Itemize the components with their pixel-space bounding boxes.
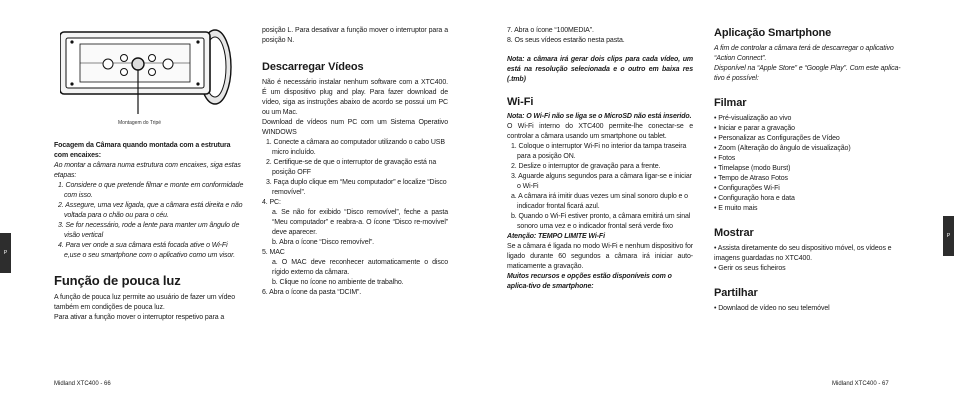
focus-intro: Ao montar a câmara numa estrutura com encaixes, siga estas etapas:: [54, 162, 241, 179]
page-footer-left: Midland XTC400 - 66: [54, 381, 111, 387]
page-footer-right: Midland XTC400 - 67: [832, 381, 889, 387]
column-3: [507, 26, 693, 292]
list-item: • Zoom (Alteração do ângulo de visualização): [714, 145, 851, 152]
wifi-attention-para: Se a câmara é ligada no modo Wi-Fi e nenhum dispositivo for ligado durante 60 segundos a câmara irá iniciar auto-maticamente a gravação.: [507, 243, 693, 270]
focus-step: 1. Considere o que pretende filmar e monte em conformidade com isso.: [58, 182, 244, 199]
side-tab-right: [943, 216, 954, 256]
low-light-para: Para ativar a função mover o interruptor respetivo para a: [54, 314, 225, 321]
low-light-title: Função de pouca luz: [54, 273, 181, 288]
filmar-list: [714, 114, 904, 214]
download-substep: b. Abra o ícone “Disco removível”.: [272, 239, 375, 246]
download-para: Download de vídeos num PC com um Sistema Operativo WINDOWS: [262, 119, 448, 136]
wifi-para: O Wi-Fi interno do XTC400 permite-lhe conectar-se e controlar a câmara usando um smartphone ou tablet.: [507, 123, 693, 140]
download-title: Descarregar Vídeos: [262, 61, 364, 73]
list-item: • Timelapse (modo Burst): [714, 165, 791, 172]
column-2: [262, 26, 448, 298]
download-substep: b. Clique no ícone no ambiente de trabalho.: [272, 279, 404, 286]
wifi-step: b. Quando o Wi-Fi estiver pronto, a câmara emitirá um sinal sonoro uma vez e o indicador frontal será verde fixo: [511, 213, 691, 230]
download-step: 6. Abra o ícone da pasta “DCIM”.: [262, 289, 362, 296]
wifi-step: 3. Aguarde alguns segundos para a câmara ligar-se e iniciar o Wi-Fi: [511, 173, 692, 190]
mostrar-title: Mostrar: [714, 227, 754, 239]
list-item: • E muito mais: [714, 205, 758, 212]
download-substep: a. Se não for exibido “Disco removível”, feche a pasta “Meu computador” e reabra-a. O ícone “Disco re-movível” deve aparecer.: [272, 209, 448, 236]
download-step: 4. PC:: [262, 199, 281, 206]
list-item: • Assista diretamente do seu dispositivo móvel, os vídeos e imagens guardadas no XTC400.: [714, 245, 892, 262]
focus-step: 3. Se for necessário, rode a lente para manter um ângulo de visão vertical: [58, 222, 240, 239]
smartphone-app-para: Disponível na “Apple Store” e “Google Play”. Com este aplica-tivo é possível:: [714, 65, 901, 82]
smartphone-app-title: Aplicação Smartphone: [714, 27, 832, 39]
wifi-step: a. A câmara irá imitir duas vezes um sinal sonoro duplo e o indicador frontal ficará azul.: [511, 193, 688, 210]
download-step: 2. Certifique-se de que o interruptor de gravação está na posição OFF: [266, 159, 437, 176]
wifi-title: Wi-Fi: [507, 96, 534, 108]
column-4: [714, 26, 904, 314]
list-item: • Fotos: [714, 155, 736, 162]
partilhar-list: [714, 304, 904, 314]
download-substep: a. O MAC deve reconhecer automaticamente o disco rígido externo da câmara.: [272, 259, 448, 276]
low-light-para: A função de pouca luz permite ao usuário de fazer um vídeo também em condições de pouca luz.: [54, 294, 235, 311]
focus-step: 2. Assegure, uma vez ligada, que a câmara está direita e não voltada para o chão ou para o céu.: [58, 202, 243, 219]
focus-step: 4. Para ver onde a sua câmara está focada ative o Wi-Fi e,use o seu smartphone com o aplicativo como um visor.: [58, 242, 235, 259]
camera-tripod-mount-figure: [60, 22, 240, 122]
download-para: Não é necessário instalar nenhum software com a XTC400. É um dispositivo plug and play. Para fazer download de vídeo, siga as instruções abaixo de acordo se possui um PC ou um Mac.: [262, 79, 448, 116]
side-tab-left: [0, 233, 11, 273]
figure-caption: Montagem do Tripé: [118, 120, 162, 126]
download-step: 8. Os seus vídeos estarão nesta pasta.: [507, 37, 625, 44]
side-tab-label: P: [946, 233, 951, 239]
list-item: • Configuração hora e data: [714, 195, 795, 202]
list-item: • Gerir os seus ficheiros: [714, 265, 786, 272]
focus-heading: Focagem da Câmara quando montada com a estrutura com encaixes:: [54, 142, 231, 159]
wifi-step: 1. Coloque o interruptor Wi-Fi no interior da tampa traseira para a posição ON.: [511, 143, 687, 160]
list-item: • Configurações Wi-Fi: [714, 185, 780, 192]
list-item: • Iniciar e parar a gravação: [714, 125, 795, 132]
wifi-note: Nota: O Wi-Fi não se liga se o MicroSD não está inserido.: [507, 113, 692, 120]
mostrar-list: [714, 244, 904, 274]
download-step: 5. MAC: [262, 249, 285, 256]
download-step: 1. Conecte a câmara ao computador utilizando o cabo USB micro incluído.: [266, 139, 445, 156]
wifi-attention: Atenção: TEMPO LIMITE Wi-Fi: [507, 233, 605, 240]
download-step: 7. Abra o ícone “100MEDIA”.: [507, 27, 594, 34]
partilhar-title: Partilhar: [714, 287, 758, 299]
list-item: • Pré-visualização ao vivo: [714, 115, 792, 122]
side-tab-label: P: [3, 250, 8, 256]
filmar-title: Filmar: [714, 97, 747, 109]
wifi-step: 2. Deslize o interruptor de gravação para a frente.: [511, 163, 661, 170]
column-1: [54, 141, 244, 323]
clips-note: Nota: a câmara irá gerar dois clips para cada vídeo, um está na resolução selecionada e o outro em baixa res (.tmb): [507, 56, 693, 83]
smartphone-app-para: A fim de controlar a câmara terá de descarregar o aplicativo “Action Connect”.: [714, 45, 894, 62]
download-step: 3. Faça duplo clique em “Meu computador” e localize “Disco removível”.: [266, 179, 447, 196]
low-light-cont: posição L. Para desativar a função mover o interruptor para a posição N.: [262, 27, 448, 44]
list-item: • Tempo de Atraso Fotos: [714, 175, 788, 182]
list-item: • Downlaod de vídeo no seu telemóvel: [714, 305, 830, 312]
list-item: • Personalizar as Configurações de Vídeo: [714, 135, 840, 142]
wifi-final-note: Muitos recursos e opções estão disponíveis com o aplica-tivo de smartphone:: [507, 273, 672, 290]
